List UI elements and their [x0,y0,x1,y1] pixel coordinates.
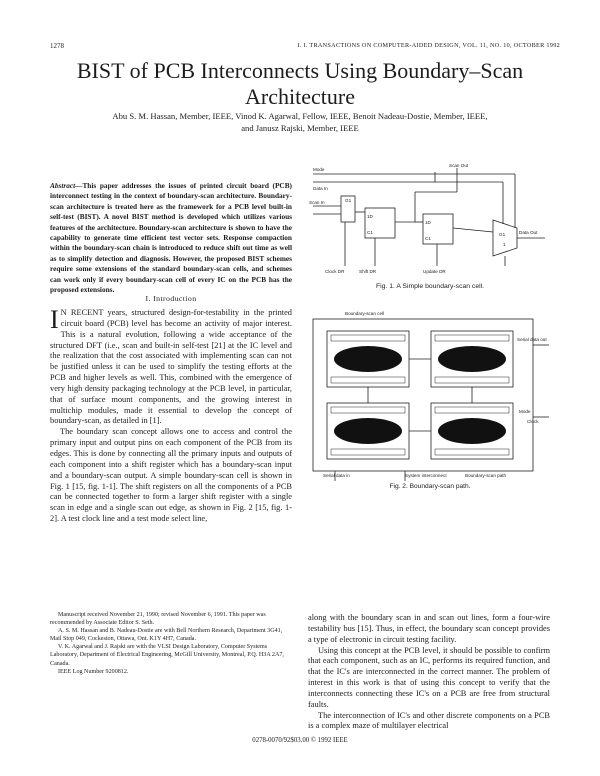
right-paragraph-3: The interconnection of IC's and other discrete components on a PCB is a complex maze of multilayer electrical [308,710,550,731]
footnotes [50,611,292,676]
fig1-label-c1-b: C1 [425,236,431,241]
footnote-2: A. S. M. Hassan and B. Nadeau-Dostie are with Bell Northern Research, Department 3G41, Mail Stop 049, Cockeston, Ottawa, Ont. K1Y 4H7, Canada. [50,628,283,643]
fig1-label-shift-dr: Shift DR [359,269,377,274]
fig1-label-g1-mux: G1 [499,232,506,237]
fig1-label-data-out: Data Out [519,230,538,235]
fig1-label-mode: Mode [313,167,325,172]
drop-cap: I [50,305,59,334]
fig1-label-one: 1 [503,242,506,247]
title-line-1: BIST of PCB Interconnects Using Boundary–Scan [76,58,524,83]
abstract-label: Abstract— [50,181,83,190]
fig2-label-mode: Mode [519,409,531,414]
section-heading: I. Introduction [145,294,197,303]
figure-1-boundary-scan-cell [305,162,555,292]
fig2-label-top: Boundary-scan cell [345,311,385,316]
fig1-label-scan-in: Scan In [309,200,325,205]
footnote-3: V. K. Agarwal and J. Rajski are with the VLSI Design Laboratory, Computer Systems Laboratory, Department of Electrical Engineering, McGill University, Montreal, P.Q. H3A 2A7, Canada. [50,644,284,667]
intro-body [50,305,292,525]
fig2-label-system-interconnect: System interconnect [405,473,447,478]
fig1-label-data-in: Data In [313,186,328,191]
fig1-label-1d-a: 1D [367,214,373,219]
running-head: I. I. TRANSACTIONS ON COMPUTER-AIDED DESIGN, VOL. 11, NO. 10, OCTOBER 1992 [297,42,560,49]
fig2-label-clock: Clock [527,419,539,424]
authors [55,110,545,134]
figure-2-boundary-scan-path [305,305,555,490]
page-number: 1278 [50,42,64,50]
right-paragraph-2: Using this concept at the PCB level, it should be possible to confirm that each component, such as an IC, performs its required function, and that the IC's are interconnected in the correct manner. The problem of interest in this work is that of using this concept to verify that the interconnects connecting these IC's on a PCB are free from structural faults. [308,645,550,709]
abstract-text: This paper addresses the issues of printed circuit board (PCB) interconnect testing in the context of boundary-scan architecture. Boundary-scan architecture is treated here as the framework for a PCB level built-in self-test (BIST). A novel BIST method is developed which utilizes various features of the architecture. Boundary-scan architecture is shown to have the capability to generate time efficient test vector sets. Response compaction within the boundary-scan chain is introduced to reduce shift out time as well as to simplify detection and diagnosis. However, the proposed BIST schemes require some extensions of the standard boundary-scan cells, and schemes can work only if every boundary-scan cell of every IC on the PCB has the proposed extensions. [50,181,292,295]
intro-p1-text: N RECENT years, structured design-for-testability in the printed circuit board (PCB) level has become an activity of major interest. This is a natural evolution, following a wide acceptance of the structured DFT (i.e., scan and built-in self-test [21] at the IC level and the realization that the cost associated with implementing scan can not be justified unless it can be used to simplify the testing efforts at the PCB and higher levels as well. This, combined with the emergence of very high density packaging technology at the PCB level, in particular, that of surface mount components, and the growing interest in multichip modules, made it essential to develop the concept of boundary-scan, as detailed in [1]. [50,308,292,426]
fig2-label-serial-data-out: Serial data out [517,337,547,342]
fig2-label-bottom: Boundary-scan path [465,473,507,478]
fig1-label-scan-out: Scan Out [449,163,469,168]
intro-paragraph-2: The boundary scan concept allows one to access and control the primary input and output pins on each component of the PCB from its edges. This is done by connecting all the primary inputs and outputs of each component into a shift register which has a boundary-scan input and a boundary-scan output. A simple boundary-scan cell is shown in Fig. 1 [15, fig. 1-1]. The shift registers on all the components of a PCB can be connected together to form a larger shift register with a single scan in edge and a single scan out edge, as shown in Fig. 2 [15, fig. 1-2]. A test clock line and a test mode select line, [50,427,292,524]
footnote-4: IEEE Log Number 9200812. [58,668,129,675]
footnote-1: Manuscript received November 21, 1990; revised November 6, 1991. This paper was recommended by Associate Editor S. Seth. [50,612,266,627]
right-column-body [308,613,550,732]
fig1-label-1d-b: 1D [425,220,431,225]
fig2-caption: Fig. 2. Boundary-scan path. [389,483,471,490]
fig1-label-c1-a: C1 [367,230,373,235]
fig1-caption: Fig. 1. A Simple boundary-scan cell. [375,283,485,290]
authors-line-1: Abu S. M. Hassan, Member, IEEE, Vinod K. Agarwal, Fellow, IEEE, Benoit Nadeau-Dostie, Member, IEEE, [112,111,488,121]
copyright: 0278-0070/92$03.00 © 1992 IEEE [252,737,348,744]
fig1-label-clock-dr: Clock DR [325,269,345,274]
right-paragraph-1: along with the boundary scan in and scan out lines, form a four-wire testability bus [15]. Thus, in effect, the boundary scan concept provides a type of electronic in circuit testing facility. [308,613,550,644]
authors-line-2: and Janusz Rajski, Member, IEEE [241,123,359,133]
title-line-2: Architecture [245,84,355,109]
abstract [50,181,292,295]
intro-paragraph-1 [50,305,292,427]
fig2-label-serial-data-in: Serial data in [323,473,350,478]
fig1-label-update-dr: Update DR [423,269,446,274]
fig1-label-g1: G1 [345,198,352,203]
paper-title [40,58,560,110]
